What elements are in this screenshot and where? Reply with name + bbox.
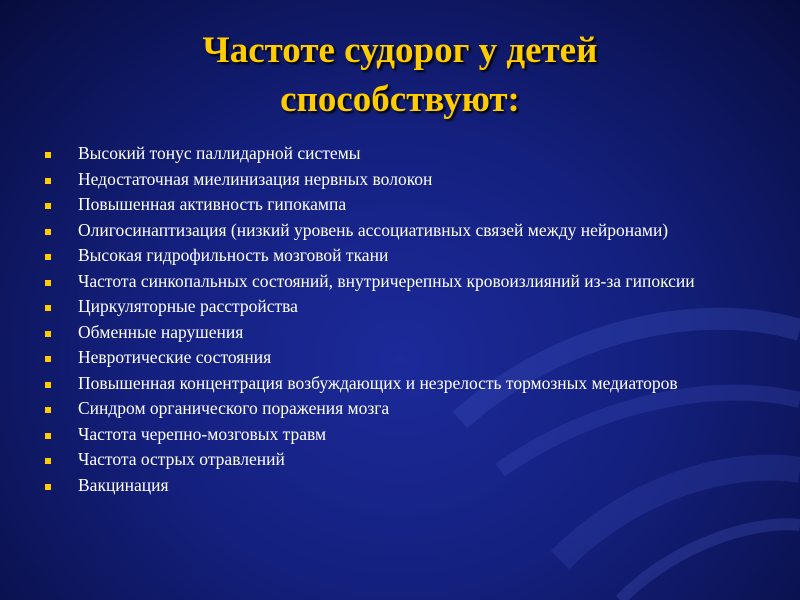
list-item-text: Повышенная активность гипокампа [78,194,347,214]
square-bullet-icon [45,407,51,413]
list-item [44,271,764,293]
square-bullet-icon [45,458,51,464]
square-bullet-icon [45,203,51,209]
square-bullet-icon [45,254,51,260]
list-item [44,449,764,471]
slide-title [0,26,800,124]
list-item [44,169,764,191]
list-item-text: Олигосинаптизация (низкий уровень ассоциативных связей между нейронами) [78,219,669,240]
list-item-text: Высокая гидрофильность мозговой ткани [78,245,389,265]
list-item [44,220,764,242]
square-bullet-icon [45,178,51,184]
square-bullet-icon [45,433,51,439]
list-item [44,398,764,420]
list-item [44,143,764,165]
list-item-text: Циркуляторные расстройства [78,296,298,316]
list-item-text: Повышенная концентрация возбуждающих и незрелость тормозных медиаторов [78,372,678,393]
list-item [44,322,764,344]
list-item-text: Вакцинация [78,474,169,495]
list-item [44,194,764,216]
square-bullet-icon [45,152,51,158]
list-item [44,424,764,446]
slide-title-line-1: Частоте судорог у детей [202,30,598,71]
factor-list [44,143,764,500]
list-item-text: Частота черепно-мозговых травм [78,423,327,444]
list-item-text: Высокий тонус паллидарной системы [78,143,361,163]
list-item-text: Частота синкопальных состояний, внутричерепных кровоизлияний из-за гипоксии [78,270,695,291]
list-item [44,245,764,267]
list-item-text: Синдром органического поражения мозга [78,398,390,418]
square-bullet-icon [45,305,51,311]
slide-title-line-2: способствуют: [280,79,520,120]
list-item-text: Невротические состояния [78,347,272,367]
square-bullet-icon [45,484,51,490]
list-item [44,373,764,395]
list-item [44,347,764,369]
list-item [44,475,764,497]
square-bullet-icon [45,331,51,337]
list-item-text: Недостаточная миелинизация нервных волокон [78,168,433,189]
list-item [44,296,764,318]
list-item-text: Частота острых отравлений [78,449,285,469]
list-item-text: Обменные нарушения [78,321,244,342]
square-bullet-icon [45,280,51,286]
square-bullet-icon [45,229,51,235]
square-bullet-icon [45,356,51,362]
square-bullet-icon [45,382,51,388]
